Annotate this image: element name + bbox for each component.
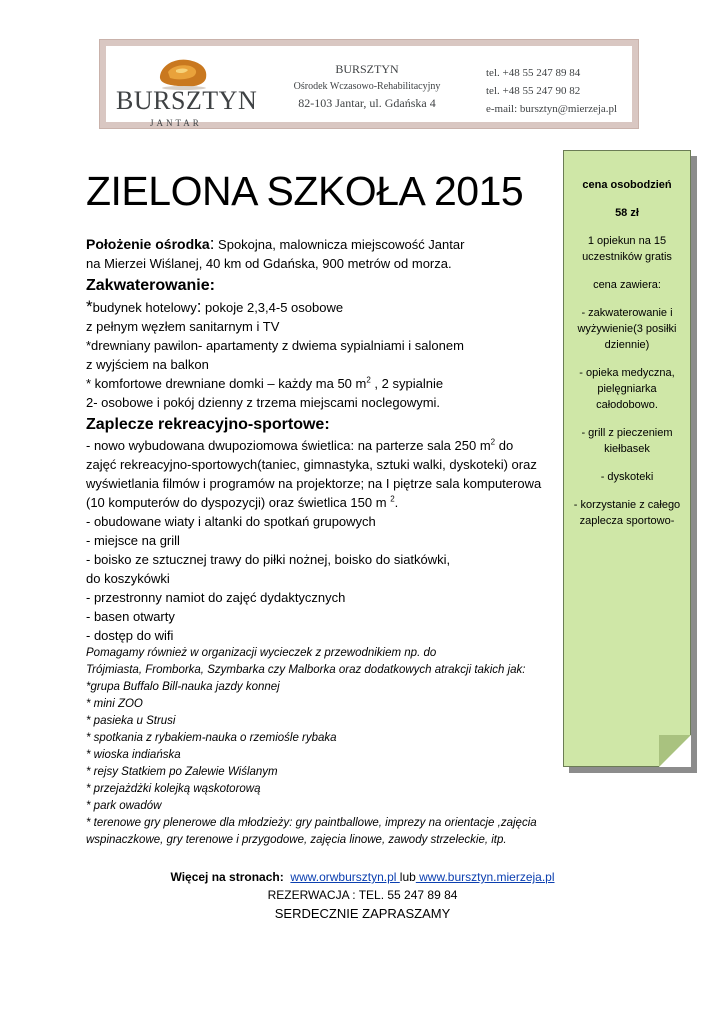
footer-link-mierzeja[interactable]: www.bursztyn.mierzeja.pl [415, 870, 555, 884]
accommodation-line-1 [86, 297, 566, 317]
main-content [86, 234, 566, 849]
accommodation-line-5b: , 2 sypialnie [370, 376, 444, 391]
excursion-line: wspinaczkowe, gry terenowe i przygodowe, zajęcia linowe, zawody strzeleckie, itp. [86, 834, 507, 846]
header-subtitle: Ośrodek Wczasowo-Rehabilitacyjny [293, 81, 441, 92]
excursion-line: * przejażdżki kolejką wąskotorową [86, 783, 261, 795]
header-contact [486, 64, 638, 118]
includes-item: - grill z pieczeniem kiełbasek [581, 427, 673, 455]
price-label: cena osobodzień [582, 179, 672, 191]
facilities-line-2: zajęć rekreacyjno-sportowych(taniec, gimnastyka, sztuki walki, dyskoteki) oraz [86, 457, 537, 472]
header-email: e-mail: bursztyn@mierzeja.pl [486, 103, 618, 115]
header-address-block [282, 62, 452, 111]
excursion-line: * terenowe gry plenerowe dla młodzieży: gry paintballowe, imprezy na orientacje ,zajęcia [86, 817, 537, 829]
excursion-line: * mini ZOO [86, 698, 143, 710]
location-text-1: Spokojna, malownicza miejscowość Jantar [214, 237, 465, 252]
header-banner [100, 40, 638, 128]
accommodation-line-4: z wyjściem na balkon [86, 357, 209, 372]
accommodation-line-6: 2- osobowe i pokój dzienny z trzema miejscami noclegowymi. [86, 395, 441, 410]
folded-corner [659, 735, 691, 767]
footer-or: lub [399, 870, 416, 884]
accommodation-line-5a: * komfortowe drewniane domki – każdy ma 50 m [86, 376, 367, 391]
excursion-line: * rejsy Statkiem po Zalewie Wiślanym [86, 766, 278, 778]
excursion-line: *grupa Buffalo Bill-nauka jazdy konnej [86, 681, 280, 693]
price-sidebox [563, 150, 691, 767]
list-item: - dostęp do wifi [86, 628, 174, 643]
amber-stone-icon [156, 54, 210, 90]
includes-item: - dyskoteki [600, 471, 654, 483]
accommodation-line-2: z pełnym węzłem sanitarnym i TV [86, 319, 280, 334]
price-value: 58 zł [615, 207, 639, 219]
location-line-1 [86, 234, 566, 254]
location-line-2: na Mierzei Wiślanej, 40 km od Gdańska, 900 metrów od morza. [86, 256, 452, 271]
guardian-info: 1 opiekun na 15 uczestników gratis [582, 235, 672, 263]
header-address: 82-103 Jantar, ul. Gdańska 4 [298, 96, 436, 110]
excursion-line: * park owadów [86, 800, 162, 812]
facilities-line-1a: - nowo wybudowana dwupoziomowa świetlica: na parterze sala 250 m [86, 438, 491, 453]
list-item: - boisko ze sztucznej trawy do piłki nożnej, boisko do siatkówki, [86, 552, 451, 567]
facilities-line-1b: do [495, 438, 514, 453]
accommodation-heading: Zakwaterowanie: [86, 277, 215, 294]
footer-closing: SERDECZNIE ZAPRASZAMY [274, 906, 451, 921]
excursion-line: * spotkania z rybakiem-nauka o rzemiośle rybaka [86, 732, 337, 744]
page-title: ZIELONA SZKOŁA 2015 [86, 168, 524, 214]
list-item: - basen otwarty [86, 609, 175, 624]
includes-label: cena zawiera: [593, 279, 661, 291]
excursion-line: Trójmiasta, Fromborka, Szymbarka czy Malborka oraz dodatkowych atrakcji takich jak: [86, 664, 526, 676]
header-name: BURSZTYN [335, 62, 399, 76]
excursion-line: Pomagamy również w organizacji wycieczek z przewodnikiem np. do [86, 647, 437, 659]
facilities-heading: Zaplecze rekreacyjno-sportowe: [86, 416, 330, 433]
accommodation-line-1a: budynek hotelowy [92, 300, 197, 315]
excursion-line: * pasieka u Strusi [86, 715, 176, 727]
excursion-line: * wioska indiańska [86, 749, 181, 761]
header-tel-1: tel. +48 55 247 89 84 [486, 67, 581, 79]
accommodation-line-3: *drewniany pawilon- apartamenty z dwiema sypialniami i salonem [86, 338, 464, 353]
accommodation-sup: 2 [366, 375, 371, 385]
facilities-line-4a: (10 komputerów do dyspozycji) oraz świetlica 150 m [86, 495, 391, 510]
list-item: - obudowane wiaty i altanki do spotkań grupowych [86, 514, 376, 529]
facilities-line-4b: . [394, 495, 399, 510]
list-item: do koszykówki [86, 571, 170, 586]
list-item: - przestronny namiot do zajęć dydaktycznych [86, 590, 346, 605]
location-colon: : [209, 234, 215, 253]
facilities-line-1 [86, 436, 566, 455]
facilities-line-4 [86, 493, 566, 512]
footer-links [0, 870, 725, 884]
header-tel-2: tel. +48 55 247 90 82 [486, 85, 581, 97]
logo-wordmark: BURSZTYN [116, 86, 258, 115]
footer-reservation: REZERWACJA : TEL. 55 247 89 84 [267, 888, 458, 902]
facilities-sup-1: 2 [490, 437, 496, 447]
logo-subtitle: JANTAR [150, 118, 202, 128]
includes-item: - zakwaterowanie i wyżywienie(3 posiłki dziennie) [577, 307, 677, 351]
includes-item: - opieka medyczna, pielęgniarka całodobowo. [579, 367, 675, 411]
facilities-sup-2: 2 [390, 494, 395, 504]
accommodation-colon: : [196, 297, 202, 316]
accommodation-star: * [86, 297, 93, 316]
footer-link-orwbursztyn[interactable]: www.orwbursztyn.pl [290, 870, 400, 884]
facilities-line-3: wyświetlania filmów i programów na projektorze; na I piętrze sala komputerowa [86, 476, 542, 491]
list-item: - miejsce na grill [86, 533, 180, 548]
includes-item: - korzystanie z całego zaplecza sportowo- [573, 499, 681, 527]
location-label: Położenie ośrodka [86, 236, 210, 252]
accommodation-line-1b: pokoje 2,3,4-5 osobowe [201, 300, 344, 315]
accommodation-line-5 [86, 374, 566, 393]
footer-more-label: Więcej na stronach: [170, 870, 284, 884]
